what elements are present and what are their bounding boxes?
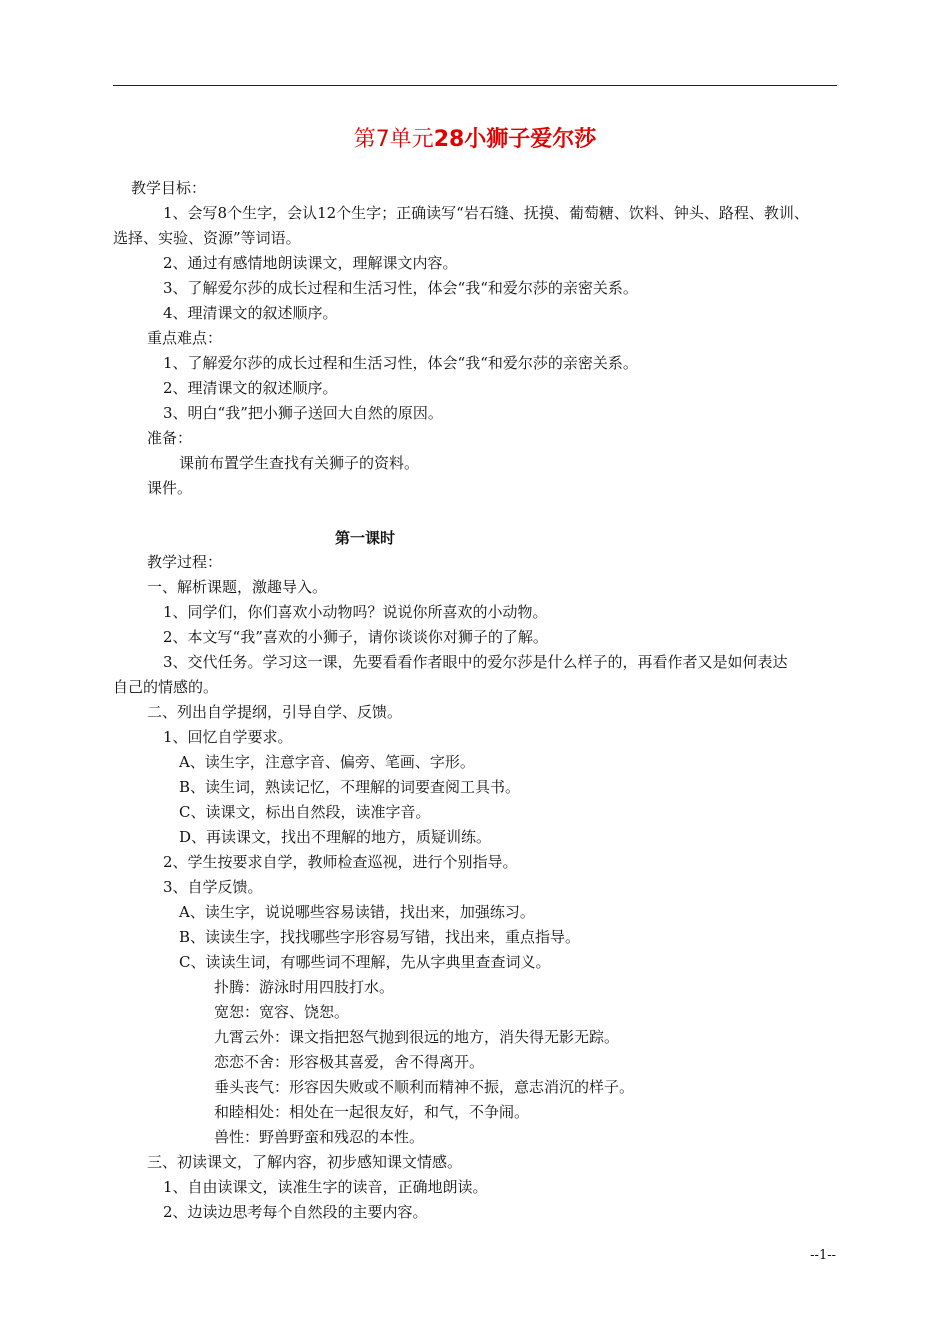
page-number: --1-- bbox=[810, 1248, 836, 1263]
vocab-item: 垂头丧气：形容因失败或不顺利而精神不振，意志消沉的样子。 bbox=[214, 1078, 635, 1096]
title-bold: 28小狮子爱尔莎 bbox=[433, 127, 597, 152]
text-line: C、读课文，标出自然段，读准字音。 bbox=[179, 803, 431, 821]
text-line: 自己的情感的。 bbox=[113, 678, 219, 696]
text-line: 一、解析课题，激趣导入。 bbox=[147, 578, 328, 596]
text-line: 1、同学们，你们喜欢小动物吗？说说你所喜欢的小动物。 bbox=[163, 603, 548, 621]
text-line: 选择、实验、资源”等词语。 bbox=[113, 229, 301, 247]
text-line: 2、边读边思考每个自然段的主要内容。 bbox=[163, 1203, 428, 1221]
text-line: D、再读课文，找出不理解的地方，质疑训练。 bbox=[179, 828, 492, 846]
title-prefix: 第7单元 bbox=[353, 127, 434, 152]
text-line: 1、自由读课文，读准生字的读音，正确地朗读。 bbox=[163, 1178, 488, 1196]
text-line: 三、初读课文，了解内容，初步感知课文情感。 bbox=[147, 1153, 463, 1171]
heading-key-points: 重点难点： bbox=[147, 329, 223, 347]
section-heading: 第一课时 bbox=[334, 529, 395, 547]
text-line: 3、了解爱尔莎的成长过程和生活习性，体会“我“和爱尔莎的亲密关系。 bbox=[163, 279, 638, 297]
heading-process: 教学过程： bbox=[147, 553, 223, 571]
vocab-item: 九霄云外：课文指把怒气抛到很远的地方，消失得无影无踪。 bbox=[214, 1028, 620, 1046]
text-line: 课件。 bbox=[147, 479, 193, 497]
text-line: 二、列出自学提纲，引导自学、反馈。 bbox=[147, 703, 403, 721]
heading-objectives: 教学目标： bbox=[131, 179, 207, 197]
text-line: 课前布置学生查找有关狮子的资料。 bbox=[179, 454, 420, 472]
text-line: 2、理清课文的叙述顺序。 bbox=[163, 379, 338, 397]
text-line: 1、会写8个生字，会认12个生字；正确读写“岩石缝、抚摸、葡萄糖、饮料、钟头、路程、教训、 bbox=[163, 204, 809, 222]
heading-preparation: 准备： bbox=[147, 429, 193, 447]
text-line: 2、通过有感情地朗读课文，理解课文内容。 bbox=[163, 254, 458, 272]
vocab-item: 扑腾：游泳时用四肢打水。 bbox=[214, 978, 395, 996]
text-line: A、读生字，说说哪些容易读错，找出来，加强练习。 bbox=[179, 903, 535, 921]
text-line: B、读读生字，找找哪些字形容易写错，找出来，重点指导。 bbox=[179, 928, 581, 946]
text-line: 4、理清课文的叙述顺序。 bbox=[163, 304, 338, 322]
text-line: B、读生词，熟读记忆，不理解的词要查阅工具书。 bbox=[179, 778, 521, 796]
text-line: 3、自学反馈。 bbox=[163, 878, 263, 896]
vocab-item: 和睦相处：相处在一起很友好，和气，不争闹。 bbox=[214, 1103, 530, 1121]
text-line: C、读读生词，有哪些词不理解，先从字典里查查词义。 bbox=[179, 953, 551, 971]
page-title bbox=[0, 122, 950, 153]
text-line: 3、明白“我”把小狮子送回大自然的原因。 bbox=[163, 404, 443, 422]
vocab-item: 恋恋不舍：形容极其喜爱，舍不得离开。 bbox=[214, 1053, 485, 1071]
text-line: 1、回忆自学要求。 bbox=[163, 728, 293, 746]
vocab-item: 兽性：野兽野蛮和残忍的本性。 bbox=[214, 1128, 425, 1146]
text-line: 2、学生按要求自学，教师检查巡视，进行个别指导。 bbox=[163, 853, 518, 871]
text-line: 2、本文写“我”喜欢的小狮子，请你谈谈你对狮子的了解。 bbox=[163, 628, 548, 646]
vocab-item: 宽恕：宽容、饶恕。 bbox=[214, 1003, 350, 1021]
text-line: 3、交代任务。学习这一课，先要看看作者眼中的爱尔莎是什么样子的，再看作者又是如何表达 bbox=[163, 653, 788, 671]
text-line: 1、了解爱尔莎的成长过程和生活习性，体会“我“和爱尔莎的亲密关系。 bbox=[163, 354, 638, 372]
text-line: A、读生字，注意字音、偏旁、笔画、字形。 bbox=[179, 753, 475, 771]
header-rule bbox=[113, 85, 837, 86]
